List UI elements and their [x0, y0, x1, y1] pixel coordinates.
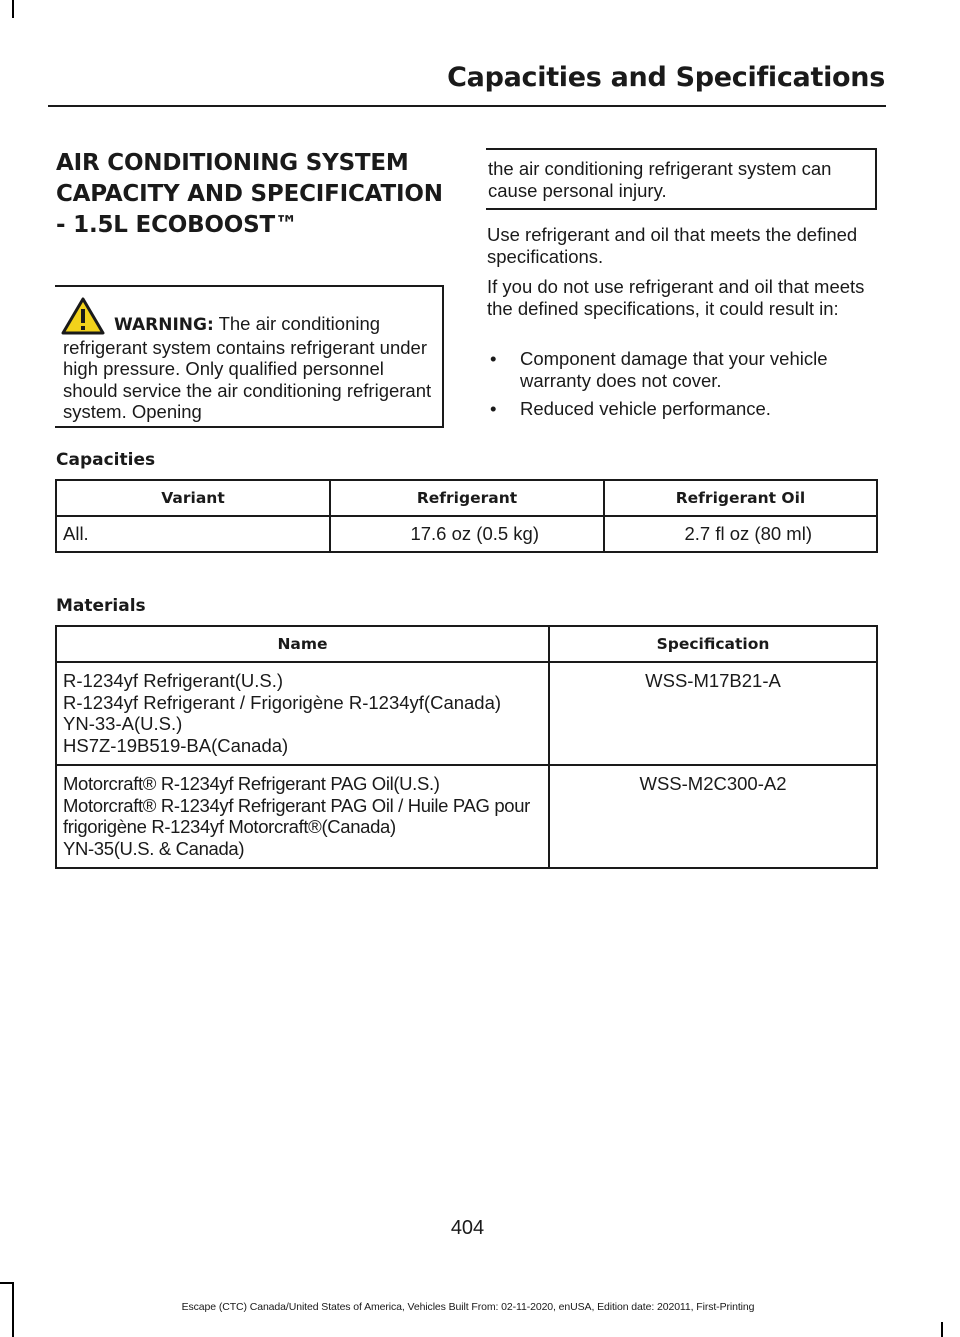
warning-continued: the air conditioning refrigerant system can cause personal injury. [486, 148, 877, 210]
page-header-title: Capacities and Specifications [447, 62, 885, 93]
warning-body: The air conditioning refrigerant system contains refrigerant under high pressure. Only qualified personnel should service the air conditioning refrigerant system. Opening [63, 313, 432, 422]
table-row [56, 662, 877, 765]
page-number: 404 [450, 1217, 485, 1239]
warning-box [55, 285, 444, 428]
capacities-table [55, 479, 878, 553]
materials-table [55, 625, 878, 869]
bullet-item [487, 348, 882, 391]
bullet-marker: • [490, 398, 497, 419]
table-cell: WSS-M2C300-A2 [549, 765, 877, 868]
table-cell: 17.6 oz (0.5 kg) [330, 516, 604, 552]
table-cell: All. [56, 516, 330, 552]
warning-text [63, 313, 436, 423]
section-title: AIR CONDITIONING SYSTEM CAPACITY AND SPECIFICATION - 1.5L ECOBOOST™ [56, 150, 443, 238]
table-cell: 2.7 fl oz (80 ml) [604, 516, 877, 552]
table-cell: WSS-M17B21-A [549, 662, 877, 765]
footer-text: Escape (CTC) Canada/United States of America, Vehicles Built From: 02-11-2020, enUSA, Edition date: 202011, First-Printing [181, 1301, 755, 1313]
table-header-row [56, 480, 877, 516]
paragraph-1: Use refrigerant and oil that meets the defined specifications. [487, 224, 858, 267]
capacities-heading: Capacities [56, 450, 156, 470]
bullet-text: Reduced vehicle performance. [520, 398, 771, 419]
table-header-row [56, 626, 877, 662]
table-cell: R-1234yf Refrigerant(U.S.) R-1234yf Refrigerant / Frigorigène R-1234yf(Canada) YN-33-A(U.S.) HS7Z-19B519-BA(Canada) [56, 662, 549, 765]
column-header: Refrigerant Oil [604, 480, 877, 516]
materials-heading: Materials [56, 596, 146, 616]
bullet-marker: • [490, 348, 497, 369]
paragraph-2: If you do not use refrigerant and oil that meets the defined specifications, it could result in: [487, 276, 865, 319]
header-rule [48, 105, 886, 107]
bullet-text: Component damage that your vehicle warranty does not cover. [520, 348, 828, 391]
column-header: Variant [56, 480, 330, 516]
crop-mark-bottom-left-h [0, 1282, 14, 1284]
column-header: Refrigerant [330, 480, 604, 516]
column-header: Specification [549, 626, 877, 662]
table-cell: Motorcraft® R-1234yf Refrigerant PAG Oil(U.S.) Motorcraft® R-1234yf Refrigerant PAG Oil / Huile PAG pour frigorigène R-1234yf Motorcraft®(Canada) YN-35(U.S. & Canada) [56, 765, 549, 868]
table-row [56, 765, 877, 868]
table-row [56, 516, 877, 552]
column-header: Name [56, 626, 549, 662]
bullet-item [487, 398, 882, 420]
crop-mark-bottom-right [941, 1322, 943, 1337]
crop-mark-top-left [12, 0, 14, 18]
warning-label: WARNING: [114, 315, 214, 335]
